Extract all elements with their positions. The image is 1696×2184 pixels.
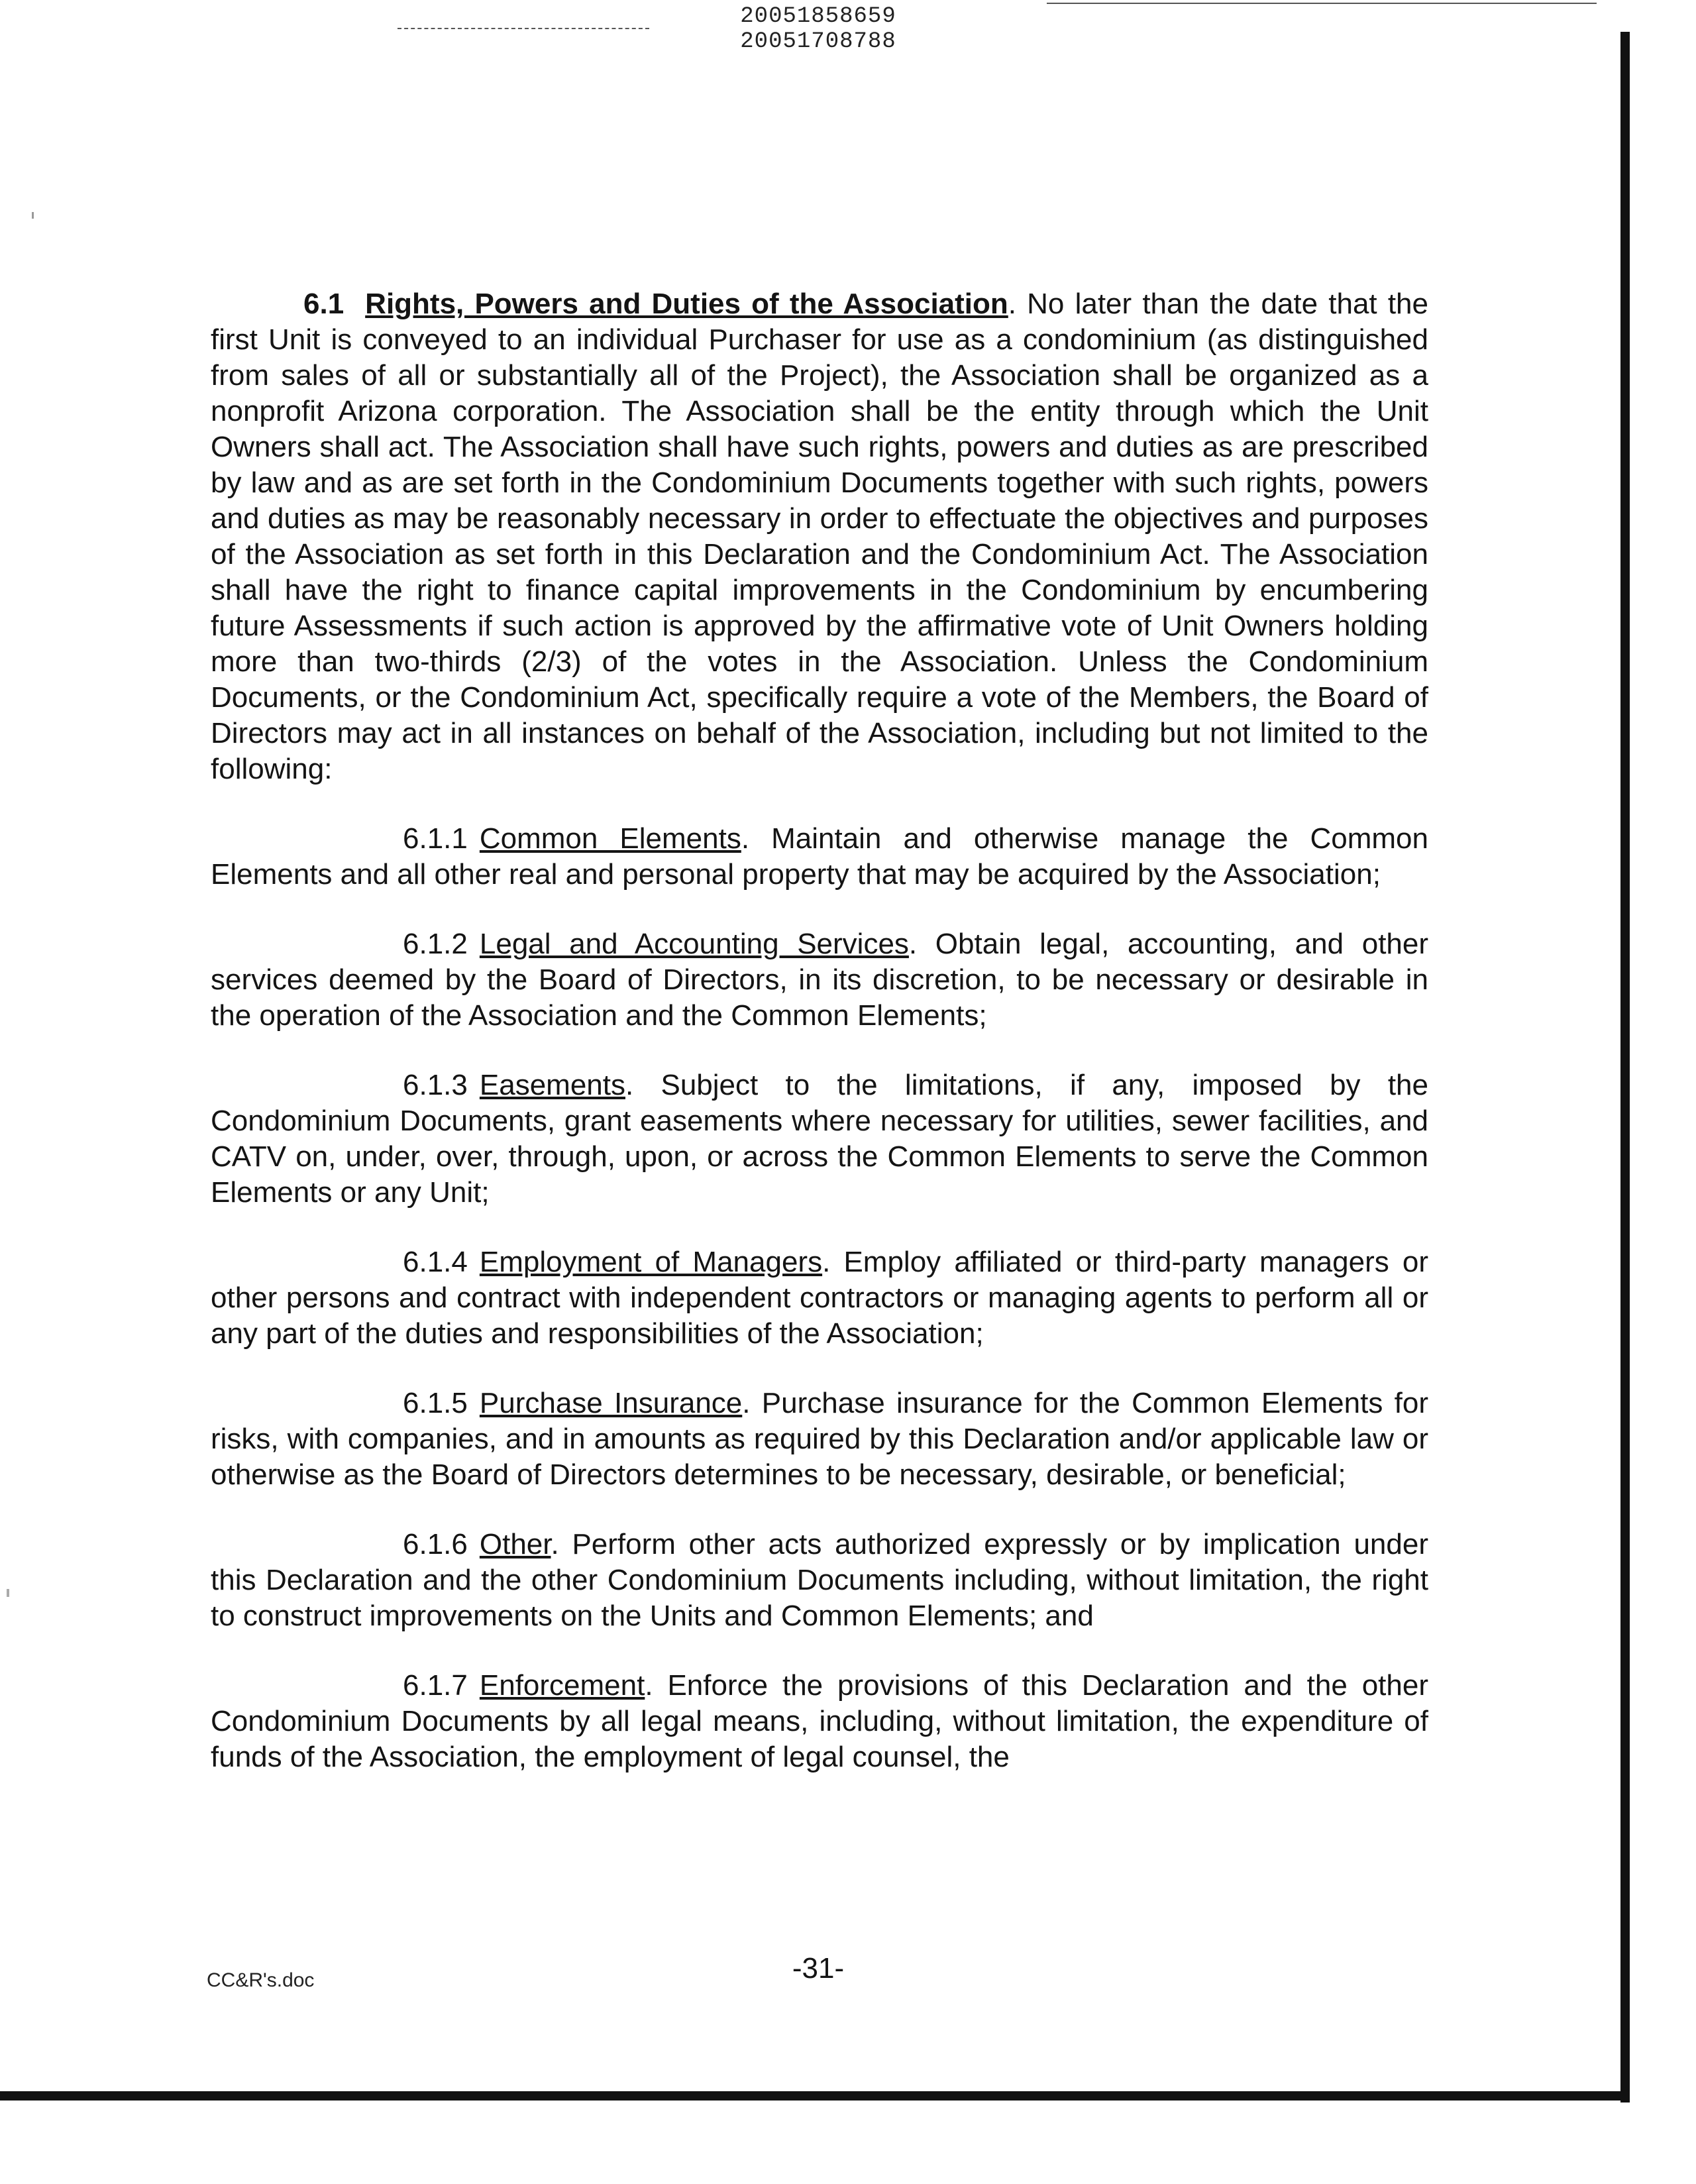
recording-numbers <box>712 4 924 54</box>
subsection-heading: Purchase Insurance <box>479 1387 743 1419</box>
subsection-text: . Subject to the limitations, if any, imposed by the Condominium Documents, grant easements where necessary for utilities, sewer facilities, and CATV on, under, over, through, upon, or across the Common Elements to serve the Common Elements or any Unit; <box>211 1069 1428 1209</box>
subsection-6-1-5 <box>211 1386 1428 1493</box>
record-number-2: 20051708788 <box>740 29 896 54</box>
section-text: . No later than the date that the first Unit is conveyed to an individual Purchaser for use as a condominium (as distinguished from sales of all or substantially all of the Project), the Association shall be organized as a nonprofit Arizona corporation. The Association shall be the entity through which the Unit Owners shall act. The Association shall have such rights, powers and duties as are prescribed by law and as are set forth in the Condominium Documents together with such rights, powers and duties as may be reasonably necessary in order to effectuate the objectives and purposes of the Association as set forth in this Declaration and the Condominium Act. The Association shall have the right to finance capital improvements in the Condominium by encumbering future Assessments if such action is approved by the affirmative vote of Unit Owners holding more than two-thirds (2/3) of the votes in the Association. Unless the Condominium Documents, or the Condominium Act, specifically require a vote of the Members, the Board of Directors may act in all instances on behalf of the Association, including but not limited to the following: <box>211 288 1428 785</box>
subsection-heading: Easements <box>479 1069 625 1101</box>
page-number: -31- <box>792 1952 845 1985</box>
subsection-text: . Obtain legal, accounting, and other services deemed by the Board of Directors, in its discretion, to be necessary or desirable in the operation of the Association and the Common Elements; <box>211 928 1429 1032</box>
subsection-number: 6.1.6 <box>403 1528 468 1560</box>
subsection-6-1-2 <box>211 926 1428 1034</box>
subsection-number: 6.1.7 <box>403 1669 468 1702</box>
section-number: 6.1 <box>303 288 344 320</box>
section-6-1 <box>211 286 1428 787</box>
scan-right-edge <box>1620 32 1630 2102</box>
document-body <box>211 286 1428 1809</box>
record-number-1: 20051858659 <box>740 4 896 29</box>
subsection-6-1-3 <box>211 1067 1428 1211</box>
subsection-heading: Employment of Managers <box>479 1246 823 1278</box>
subsection-number: 6.1.5 <box>403 1387 468 1419</box>
scan-bottom-edge <box>0 2091 1630 2101</box>
scan-speck <box>32 212 34 219</box>
section-heading: Rights, Powers and Duties of the Association <box>365 288 1008 320</box>
subsection-heading: Enforcement <box>479 1669 645 1702</box>
subsection-6-1-6 <box>211 1527 1428 1634</box>
subsection-text: . Purchase insurance for the Common Elements for risks, with companies, and in amounts as required by this Declaration and/or applicable law or otherwise as the Board of Directors determines to be necessary, desirable, or beneficial; <box>211 1387 1428 1491</box>
subsection-number: 6.1.1 <box>403 822 468 855</box>
header-rule-right <box>1047 3 1597 4</box>
subsection-heading: Legal and Accounting Services <box>479 928 909 960</box>
subsection-text: . Perform other acts authorized expressly or by implication under this Declaration and the other Condominium Documents including, without limitation, the right to construct improvements on the Units and Common Elements; and <box>211 1528 1428 1632</box>
subsection-6-1-7 <box>211 1668 1428 1775</box>
footer-filename: CC&R's.doc <box>207 1969 315 1991</box>
subsection-text: . Employ affiliated or third-party managers or other persons and contract with independent contractors or managing agents to perform all or any part of the duties and responsibilities of the Association; <box>211 1246 1428 1350</box>
subsection-text: . Enforce the provisions of this Declaration and the other Condominium Documents by all legal means, including, without limitation, the expenditure of funds of the Association, the employment of legal counsel, the <box>211 1669 1428 1773</box>
subsection-text: . Maintain and otherwise manage the Common Elements and all other real and personal property that may be acquired by the Association; <box>211 822 1428 891</box>
subsection-6-1-4 <box>211 1244 1428 1352</box>
subsection-6-1-1 <box>211 821 1428 893</box>
scan-speck <box>7 1589 9 1597</box>
subsection-number: 6.1.2 <box>403 928 468 960</box>
header-dashed-rule <box>398 28 649 29</box>
subsection-heading: Other <box>479 1528 551 1560</box>
subsection-number: 6.1.3 <box>403 1069 468 1101</box>
subsection-heading: Common Elements <box>479 822 741 855</box>
subsection-number: 6.1.4 <box>403 1246 468 1278</box>
